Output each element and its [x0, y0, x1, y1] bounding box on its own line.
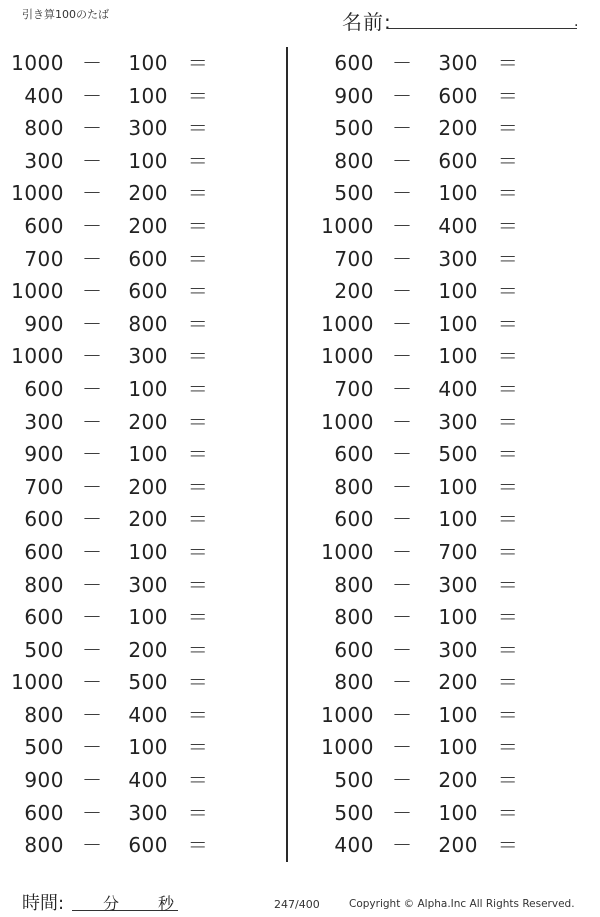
subtrahend: 100 [128, 539, 168, 564]
copyright-text: Copyright © Alpha.Inc All Rights Reserved. [349, 898, 575, 910]
subtrahend: 600 [128, 246, 168, 271]
minus-sign: － [392, 702, 413, 727]
equals-sign: ＝ [497, 833, 519, 858]
equals-sign: ＝ [187, 246, 209, 271]
equals-sign: ＝ [187, 735, 209, 760]
problem-row [0, 731, 270, 764]
subtrahend: 100 [438, 181, 478, 206]
problem-row [0, 210, 270, 243]
minuend: 500 [24, 637, 64, 662]
equals-sign: ＝ [187, 670, 209, 695]
minuend: 1000 [321, 311, 374, 336]
minuend: 600 [24, 376, 64, 401]
minuend: 500 [334, 800, 374, 825]
problem-row [310, 340, 580, 373]
minus-sign: － [392, 116, 413, 141]
equals-sign: ＝ [497, 181, 519, 206]
minus-sign: － [82, 181, 103, 206]
minutes-label: 分 [103, 894, 120, 913]
right-problem-column [310, 47, 580, 862]
equals-sign: ＝ [497, 800, 519, 825]
problem-row [0, 373, 270, 406]
minus-sign: － [82, 800, 103, 825]
equals-sign: ＝ [187, 409, 209, 434]
equals-sign: ＝ [497, 474, 519, 499]
equals-sign: ＝ [187, 507, 209, 532]
subtrahend: 200 [128, 474, 168, 499]
problem-row [310, 536, 580, 569]
equals-sign: ＝ [187, 83, 209, 108]
subtrahend: 100 [128, 605, 168, 630]
minuend: 600 [334, 637, 374, 662]
minus-sign: － [392, 539, 413, 564]
minuend: 900 [24, 768, 64, 793]
minus-sign: － [392, 442, 413, 467]
subtrahend: 100 [438, 507, 478, 532]
minuend: 500 [334, 116, 374, 141]
problem-row [0, 569, 270, 602]
equals-sign: ＝ [497, 246, 519, 271]
minus-sign: － [82, 51, 103, 75]
minus-sign: － [392, 344, 413, 369]
equals-sign: ＝ [497, 148, 519, 173]
minuend: 1000 [11, 181, 64, 206]
problem-row [310, 471, 580, 504]
subtrahend: 200 [438, 670, 478, 695]
minus-sign: － [392, 246, 413, 271]
problem-row [310, 797, 580, 830]
equals-sign: ＝ [497, 442, 519, 467]
problem-row [0, 634, 270, 667]
problem-row [310, 699, 580, 732]
subtrahend: 300 [128, 572, 168, 597]
equals-sign: ＝ [497, 376, 519, 401]
minuend: 1000 [11, 344, 64, 369]
minuend: 1000 [321, 213, 374, 238]
minus-sign: － [392, 376, 413, 401]
minuend: 800 [24, 572, 64, 597]
subtrahend: 100 [438, 344, 478, 369]
name-line-dot: . [574, 14, 579, 30]
minuend: 400 [334, 833, 374, 858]
problem-row [310, 666, 580, 699]
page-number: 247/400 [274, 898, 320, 911]
subtrahend: 300 [128, 344, 168, 369]
equals-sign: ＝ [497, 572, 519, 597]
equals-sign: ＝ [497, 213, 519, 238]
minus-sign: － [392, 572, 413, 597]
problem-row [310, 731, 580, 764]
problem-row [0, 80, 270, 113]
subtrahend: 100 [438, 605, 478, 630]
problem-row [0, 797, 270, 830]
equals-sign: ＝ [187, 376, 209, 401]
minuend: 800 [334, 670, 374, 695]
problem-row [0, 829, 270, 862]
minuend: 600 [334, 442, 374, 467]
minus-sign: － [392, 670, 413, 695]
problem-row [310, 210, 580, 243]
equals-sign: ＝ [187, 768, 209, 793]
minuend: 900 [334, 83, 374, 108]
name-field-area [342, 6, 582, 34]
subtrahend: 300 [438, 637, 478, 662]
subtrahend: 100 [128, 376, 168, 401]
minus-sign: － [392, 768, 413, 793]
minus-sign: － [392, 474, 413, 499]
time-label: 時間: [22, 893, 65, 914]
name-label: 名前: [342, 10, 392, 34]
minus-sign: － [82, 735, 103, 760]
problem-row [310, 275, 580, 308]
minuend: 700 [24, 474, 64, 499]
minus-sign: － [82, 279, 103, 304]
minus-sign: － [82, 539, 103, 564]
minus-sign: － [82, 311, 103, 336]
minuend: 800 [334, 148, 374, 173]
minus-sign: － [82, 605, 103, 630]
equals-sign: ＝ [497, 507, 519, 532]
minus-sign: － [82, 768, 103, 793]
equals-sign: ＝ [187, 539, 209, 564]
minuend: 1000 [11, 51, 64, 75]
minus-sign: － [392, 311, 413, 336]
subtrahend: 100 [438, 311, 478, 336]
minus-sign: － [392, 735, 413, 760]
worksheet-title: 引き算100のたば [22, 8, 109, 21]
left-problem-column [0, 47, 270, 862]
problem-row [0, 177, 270, 210]
minus-sign: － [82, 116, 103, 141]
equals-sign: ＝ [187, 279, 209, 304]
subtrahend: 100 [438, 735, 478, 760]
subtrahend: 700 [438, 539, 478, 564]
equals-sign: ＝ [187, 311, 209, 336]
problem-row [310, 764, 580, 797]
equals-sign: ＝ [187, 605, 209, 630]
subtrahend: 300 [128, 116, 168, 141]
equals-sign: ＝ [497, 702, 519, 727]
equals-sign: ＝ [187, 148, 209, 173]
problem-row [0, 308, 270, 341]
subtrahend: 800 [128, 311, 168, 336]
minus-sign: － [392, 83, 413, 108]
subtrahend: 500 [438, 442, 478, 467]
worksheet-footer [0, 888, 600, 917]
subtrahend: 200 [438, 116, 478, 141]
subtrahend: 400 [438, 376, 478, 401]
equals-sign: ＝ [497, 51, 519, 75]
minuend: 1000 [11, 279, 64, 304]
problem-row [310, 634, 580, 667]
minus-sign: － [392, 409, 413, 434]
subtrahend: 400 [438, 213, 478, 238]
minus-sign: － [392, 800, 413, 825]
seconds-label: 秒 [158, 894, 175, 913]
problem-row [310, 243, 580, 276]
minuend: 400 [24, 83, 64, 108]
minuend: 800 [24, 833, 64, 858]
equals-sign: ＝ [497, 279, 519, 304]
minus-sign: － [82, 148, 103, 173]
problem-row [0, 275, 270, 308]
problem-row [0, 536, 270, 569]
minuend: 500 [334, 768, 374, 793]
problem-row [310, 80, 580, 113]
subtrahend: 100 [438, 800, 478, 825]
subtrahend: 500 [128, 670, 168, 695]
minus-sign: － [392, 148, 413, 173]
equals-sign: ＝ [497, 637, 519, 662]
minus-sign: － [82, 409, 103, 434]
equals-sign: ＝ [187, 637, 209, 662]
problem-row [310, 829, 580, 862]
minus-sign: － [392, 605, 413, 630]
problem-row [310, 438, 580, 471]
problem-row [0, 243, 270, 276]
minus-sign: － [82, 637, 103, 662]
subtrahend: 300 [438, 246, 478, 271]
equals-sign: ＝ [187, 833, 209, 858]
minuend: 900 [24, 442, 64, 467]
subtrahend: 100 [128, 442, 168, 467]
minus-sign: － [82, 246, 103, 271]
equals-sign: ＝ [187, 800, 209, 825]
minus-sign: － [82, 833, 103, 858]
equals-sign: ＝ [187, 702, 209, 727]
minus-sign: － [392, 637, 413, 662]
minuend: 1000 [321, 539, 374, 564]
equals-sign: ＝ [187, 181, 209, 206]
minus-sign: － [82, 376, 103, 401]
minuend: 800 [24, 116, 64, 141]
subtrahend: 200 [128, 637, 168, 662]
problem-row [310, 177, 580, 210]
subtrahend: 300 [438, 51, 478, 75]
problem-row [310, 569, 580, 602]
minuend: 1000 [321, 344, 374, 369]
equals-sign: ＝ [187, 344, 209, 369]
problem-row [310, 601, 580, 634]
minus-sign: － [82, 474, 103, 499]
equals-sign: ＝ [187, 213, 209, 238]
minus-sign: － [392, 181, 413, 206]
equals-sign: ＝ [497, 735, 519, 760]
minuend: 1000 [321, 702, 374, 727]
problem-row [0, 471, 270, 504]
minuend: 600 [24, 605, 64, 630]
minus-sign: － [392, 833, 413, 858]
minuend: 700 [24, 246, 64, 271]
problem-row [310, 406, 580, 439]
name-write-line[interactable] [387, 28, 577, 29]
minus-sign: － [392, 213, 413, 238]
subtrahend: 600 [128, 279, 168, 304]
minuend: 800 [334, 474, 374, 499]
minuend: 600 [24, 213, 64, 238]
minuend: 800 [334, 605, 374, 630]
minuend: 600 [334, 507, 374, 532]
minus-sign: － [392, 279, 413, 304]
equals-sign: ＝ [497, 83, 519, 108]
subtrahend: 100 [128, 83, 168, 108]
subtrahend: 600 [438, 148, 478, 173]
problem-row [0, 406, 270, 439]
minuend: 500 [334, 181, 374, 206]
subtrahend: 200 [438, 833, 478, 858]
problem-row [310, 145, 580, 178]
equals-sign: ＝ [187, 474, 209, 499]
equals-sign: ＝ [187, 51, 209, 75]
equals-sign: ＝ [187, 442, 209, 467]
minuend: 600 [334, 51, 374, 75]
minuend: 600 [24, 507, 64, 532]
subtrahend: 300 [438, 572, 478, 597]
subtrahend: 400 [128, 768, 168, 793]
minus-sign: － [82, 344, 103, 369]
minus-sign: － [82, 670, 103, 695]
minuend: 600 [24, 800, 64, 825]
equals-sign: ＝ [497, 539, 519, 564]
minus-sign: － [82, 507, 103, 532]
subtrahend: 200 [438, 768, 478, 793]
subtrahend: 100 [438, 474, 478, 499]
equals-sign: ＝ [497, 344, 519, 369]
problem-row [0, 112, 270, 145]
subtrahend: 100 [128, 735, 168, 760]
minuend: 900 [24, 311, 64, 336]
problem-row [0, 47, 270, 80]
minus-sign: － [82, 213, 103, 238]
problem-row [310, 373, 580, 406]
subtrahend: 600 [128, 833, 168, 858]
subtrahend: 200 [128, 409, 168, 434]
problem-row [0, 764, 270, 797]
problem-row [310, 503, 580, 536]
equals-sign: ＝ [187, 572, 209, 597]
subtrahend: 100 [128, 51, 168, 75]
subtrahend: 100 [438, 702, 478, 727]
equals-sign: ＝ [497, 311, 519, 336]
equals-sign: ＝ [497, 409, 519, 434]
problem-row [0, 699, 270, 732]
minuend: 300 [24, 148, 64, 173]
problem-row [0, 438, 270, 471]
minus-sign: － [82, 702, 103, 727]
subtrahend: 200 [128, 213, 168, 238]
subtrahend: 600 [438, 83, 478, 108]
column-divider [286, 47, 288, 862]
minus-sign: － [82, 442, 103, 467]
minuend: 700 [334, 246, 374, 271]
equals-sign: ＝ [497, 605, 519, 630]
subtrahend: 100 [438, 279, 478, 304]
subtrahend: 300 [128, 800, 168, 825]
equals-sign: ＝ [187, 116, 209, 141]
problem-row [0, 340, 270, 373]
minuend: 300 [24, 409, 64, 434]
minuend: 1000 [11, 670, 64, 695]
subtrahend: 300 [438, 409, 478, 434]
subtrahend: 200 [128, 181, 168, 206]
minuend: 500 [24, 735, 64, 760]
problem-row [0, 503, 270, 536]
minuend: 1000 [321, 735, 374, 760]
subtrahend: 200 [128, 507, 168, 532]
problem-row [0, 601, 270, 634]
minus-sign: － [392, 51, 413, 75]
equals-sign: ＝ [497, 670, 519, 695]
subtrahend: 400 [128, 702, 168, 727]
equals-sign: ＝ [497, 116, 519, 141]
minuend: 200 [334, 279, 374, 304]
minuend: 600 [24, 539, 64, 564]
minus-sign: － [82, 572, 103, 597]
problem-row [0, 666, 270, 699]
problem-row [0, 145, 270, 178]
equals-sign: ＝ [497, 768, 519, 793]
minus-sign: － [82, 83, 103, 108]
problem-row [310, 47, 580, 80]
minuend: 700 [334, 376, 374, 401]
minuend: 1000 [321, 409, 374, 434]
problem-row [310, 308, 580, 341]
problem-row [310, 112, 580, 145]
minus-sign: － [392, 507, 413, 532]
minuend: 800 [24, 702, 64, 727]
subtrahend: 100 [128, 148, 168, 173]
minuend: 800 [334, 572, 374, 597]
